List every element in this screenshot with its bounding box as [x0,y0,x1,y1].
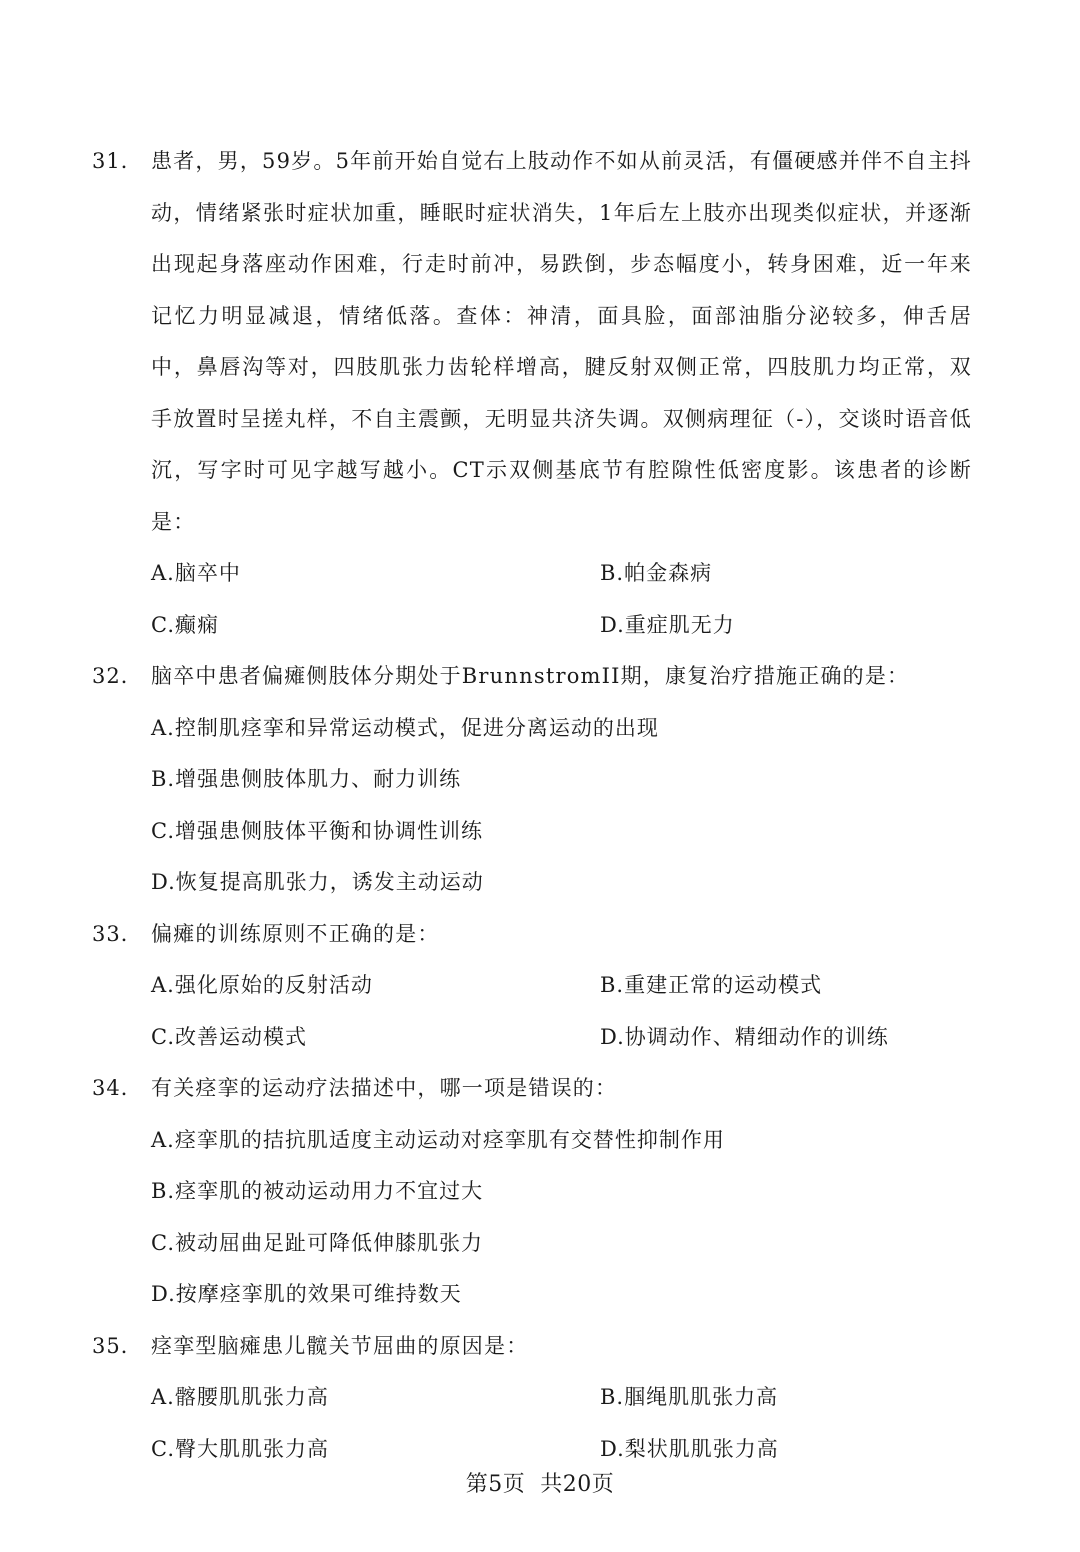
question-number: 35． [92,1333,143,1358]
option-a: A.强化原始的反射活动 [151,973,373,997]
question-stem: 患者，男，59岁。5年前开始自觉右上肢动作不如从前灵活，有僵硬感并伴不自主抖动，情绪紧张时症状加重，睡眠时症状消失，1年后左上肢亦出现类似症状，并逐渐出现起身落座动作困难，行走时前冲，易跌倒，步态幅度小，转身困难，近一年来记忆力明显减退，情绪低落。查体：神清，面具脸，面部油脂分泌较多，伸舌居中，鼻唇沟等对，四肢肌张力齿轮样增高，腱反射双侧正常，四肢肌力均正常，双手放置时呈搓丸样，不自主震颤，无明显共济失调。双侧病理征（-），交谈时语音低沉，写字时可见字越写越小。CT示双侧基底节有腔隙性低密度影。该患者的诊断是： [151,149,972,534]
option-b: B.增强患侧肢体肌力、耐力训练 [151,767,462,791]
option-a: A.脑卒中 [151,561,241,585]
option-d: D.协调动作、精细动作的训练 [600,1024,889,1049]
page-total: 共20页 [540,1472,615,1497]
page-number: 第5页 [465,1472,526,1497]
question-stem: 脑卒中患者偏瘫侧肢体分期处于BrunnstromII期，康复治疗措施正确的是： [151,664,910,688]
question-number: 32． [92,664,143,688]
option-a: A.痉挛肌的拮抗肌适度主动运动对痉挛肌有交替性抑制作用 [151,1127,725,1152]
question-32 [92,651,972,909]
question-stem: 痉挛型脑瘫患儿髋关节屈曲的原因是： [151,1333,529,1358]
option-a: A.控制肌痉挛和异常运动模式，促进分离运动的出现 [151,715,659,740]
question-number: 34． [92,1076,143,1100]
option-list [151,1115,972,1321]
question-stem: 偏瘫的训练原则不正确的是： [151,921,440,946]
option-b: B.重建正常的运动模式 [600,973,823,997]
option-b: B.帕金森病 [600,561,713,585]
option-c: C.癫痫 [151,612,219,637]
question-35 [92,1321,972,1476]
option-d: D.恢复提高肌张力，诱发主动运动 [151,870,484,894]
question-34 [92,1063,972,1321]
option-c: C.增强患侧肢体平衡和协调性训练 [151,818,483,843]
option-d: D.按摩痉挛肌的效果可维持数天 [151,1282,462,1306]
question-33 [92,909,972,1064]
option-grid [151,960,972,1063]
option-a: A.髂腰肌肌张力高 [151,1385,329,1409]
option-b: B.痉挛肌的被动运动用力不宜过大 [151,1179,484,1203]
question-stem: 有关痉挛的运动疗法描述中，哪一项是错误的： [151,1076,618,1100]
question-number: 33． [92,921,143,946]
option-grid [151,548,972,651]
option-c: C.臀大肌肌张力高 [151,1436,329,1461]
question-31 [92,136,972,651]
option-grid [151,1372,972,1475]
option-list [151,703,972,909]
question-number: 31． [92,149,143,173]
option-c: C.改善运动模式 [151,1024,307,1049]
option-b: B.腘绳肌肌张力高 [600,1385,779,1409]
option-d: D.梨状肌肌张力高 [600,1436,779,1461]
question-list [92,136,972,1475]
option-c: C.被动屈曲足趾可降低伸膝肌张力 [151,1230,483,1255]
page-footer [0,1470,1080,1500]
option-d: D.重症肌无力 [600,612,735,637]
